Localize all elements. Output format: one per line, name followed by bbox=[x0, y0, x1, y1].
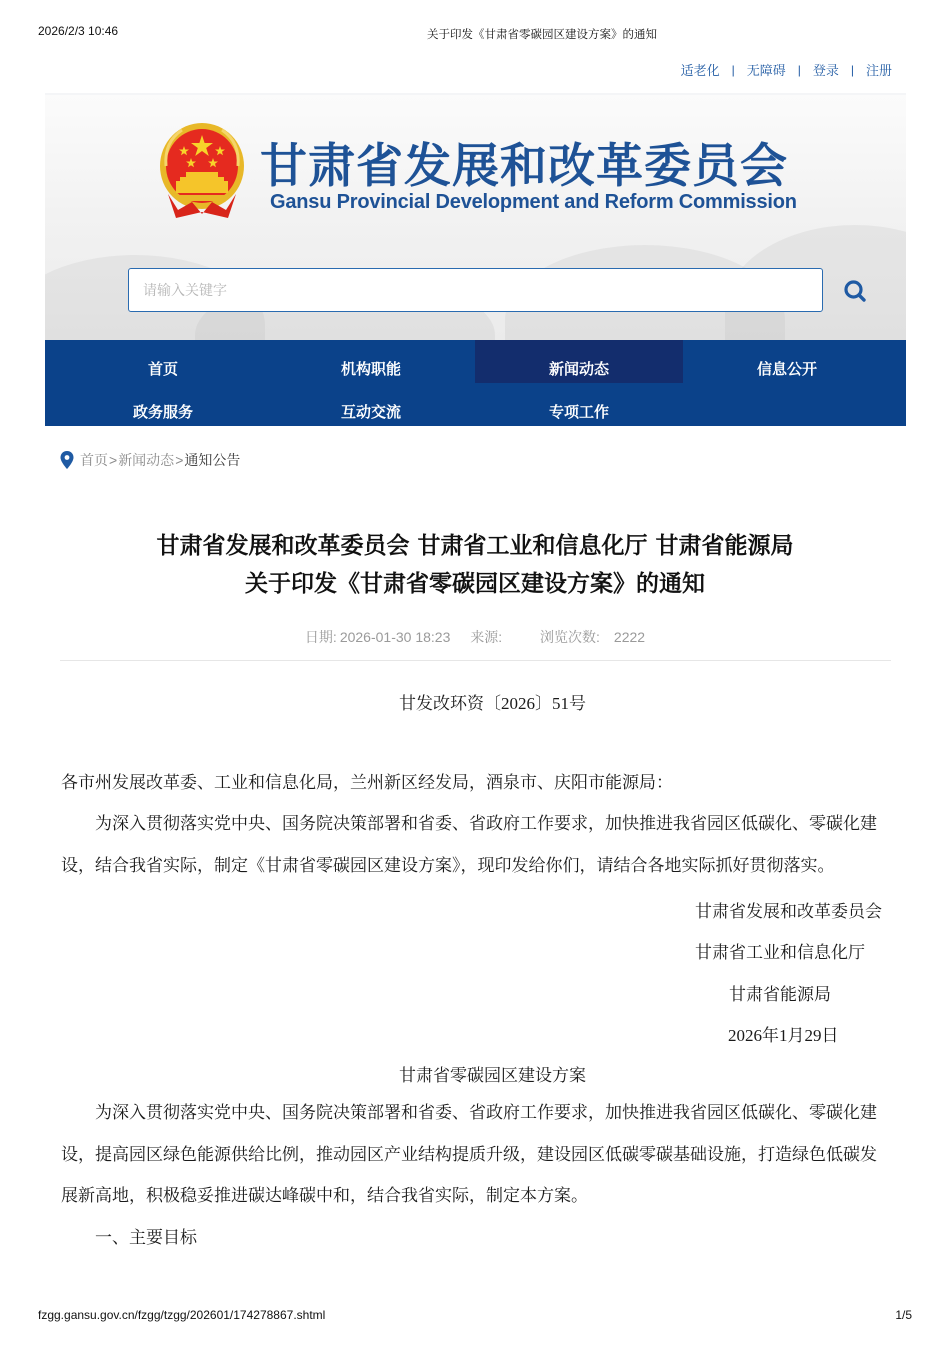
signature-ndrc: 甘肃省发展和改革委员会 bbox=[695, 902, 882, 921]
source-field bbox=[470, 629, 502, 645]
print-document-title: 关于印发《甘肃省零碳园区建设方案》的通知 bbox=[427, 29, 657, 41]
breadcrumb-home[interactable]: 首页 bbox=[80, 452, 108, 468]
section-heading-goals: 一、主要目标 bbox=[95, 1228, 197, 1247]
national-emblem-icon[interactable] bbox=[158, 122, 246, 220]
views-value: 2222 bbox=[613, 629, 646, 645]
print-header bbox=[0, 24, 950, 42]
search-icon[interactable] bbox=[842, 278, 868, 304]
main-nav bbox=[45, 340, 906, 426]
plan-title: 甘肃省零碳园区建设方案 bbox=[399, 1066, 586, 1085]
breadcrumb-separator: > bbox=[109, 452, 118, 468]
signature-date: 2026年1月29日 bbox=[728, 1026, 839, 1045]
separator: | bbox=[797, 62, 801, 77]
nav-item-info-disclosure[interactable]: 信息公开 bbox=[756, 361, 817, 378]
page-number: 1/5 bbox=[895, 1308, 912, 1322]
date-label: 日期: bbox=[304, 629, 337, 645]
accessibility-link[interactable]: 无障碍 bbox=[746, 63, 786, 78]
intro-paragraph: 为深入贯彻落实党中央、国务院决策部署和省委、省政府工作要求，加快推进我省园区低碳化、零碳化建设，结合我省实际，制定《甘肃省零碳园区建设方案》，现印发给你们，请结合各地实际抓好贯彻落实。 bbox=[61, 814, 877, 875]
site-name-chinese[interactable]: 甘肃省发展和改革委员会 bbox=[260, 139, 788, 194]
date-field bbox=[305, 629, 450, 645]
divider bbox=[60, 660, 891, 661]
login-link[interactable]: 登录 bbox=[812, 63, 839, 78]
site-name-english[interactable]: Gansu Provincial Development and Reform Commission bbox=[270, 191, 797, 213]
nav-item-special-work[interactable]: 专项工作 bbox=[548, 404, 609, 421]
article-title bbox=[0, 527, 950, 603]
signature-miit: 甘肃省工业和信息化厅 bbox=[695, 943, 865, 962]
search-input[interactable] bbox=[129, 269, 822, 311]
article-meta bbox=[0, 627, 950, 647]
separator: | bbox=[731, 62, 735, 77]
breadcrumb bbox=[60, 450, 240, 470]
source-label: 来源: bbox=[470, 629, 503, 645]
search-box bbox=[128, 268, 823, 312]
location-pin-icon bbox=[60, 451, 74, 469]
views-label: 浏览次数: bbox=[540, 629, 600, 645]
breadcrumb-notices[interactable]: 通知公告 bbox=[184, 452, 241, 468]
top-utility-links bbox=[681, 60, 892, 79]
nav-item-gov-services[interactable]: 政务服务 bbox=[132, 404, 193, 421]
nav-item-home[interactable]: 首页 bbox=[147, 361, 178, 378]
views-field bbox=[540, 629, 645, 645]
breadcrumb-news[interactable]: 新闻动态 bbox=[118, 452, 175, 468]
nav-item-interaction[interactable]: 互动交流 bbox=[340, 404, 401, 421]
nav-item-organization[interactable]: 机构职能 bbox=[340, 361, 401, 378]
document-number: 甘发改环资〔2026〕51号 bbox=[399, 694, 586, 713]
plan-intro-paragraph: 为深入贯彻落实党中央、国务院决策部署和省委、省政府工作要求，加快推进我省园区低碳化、零碳化建设，提高园区绿色能源供给比例，推动园区产业结构提质升级，建设园区低碳零碳基础设施，打造绿色低碳发展新高地，积极稳妥推进碳达峰碳中和，结合我省实际，制定本方案。 bbox=[61, 1103, 877, 1205]
separator: | bbox=[850, 62, 854, 77]
page-url: fzgg.gansu.gov.cn/fzgg/tzgg/202601/174278867.shtml bbox=[38, 1308, 326, 1322]
breadcrumb-separator: > bbox=[175, 452, 184, 468]
register-link[interactable]: 注册 bbox=[865, 63, 892, 78]
nav-item-news[interactable]: 新闻动态 bbox=[475, 340, 683, 383]
article-title-line-1: 甘肃省发展和改革委员会 甘肃省工业和信息化厅 甘肃省能源局 bbox=[156, 533, 794, 559]
salutation: 各市州发展改革委、工业和信息化局，兰州新区经发局，酒泉市、庆阳市能源局： bbox=[61, 773, 673, 792]
date-value: 2026-01-30 18:23 bbox=[339, 629, 451, 645]
signature-energy-bureau: 甘肃省能源局 bbox=[729, 985, 831, 1004]
elderly-mode-link[interactable]: 适老化 bbox=[680, 63, 720, 78]
site-banner bbox=[45, 93, 906, 340]
article-title-line-2: 关于印发《甘肃省零碳园区建设方案》的通知 bbox=[245, 571, 705, 597]
print-timestamp: 2026/2/3 10:46 bbox=[38, 24, 119, 38]
